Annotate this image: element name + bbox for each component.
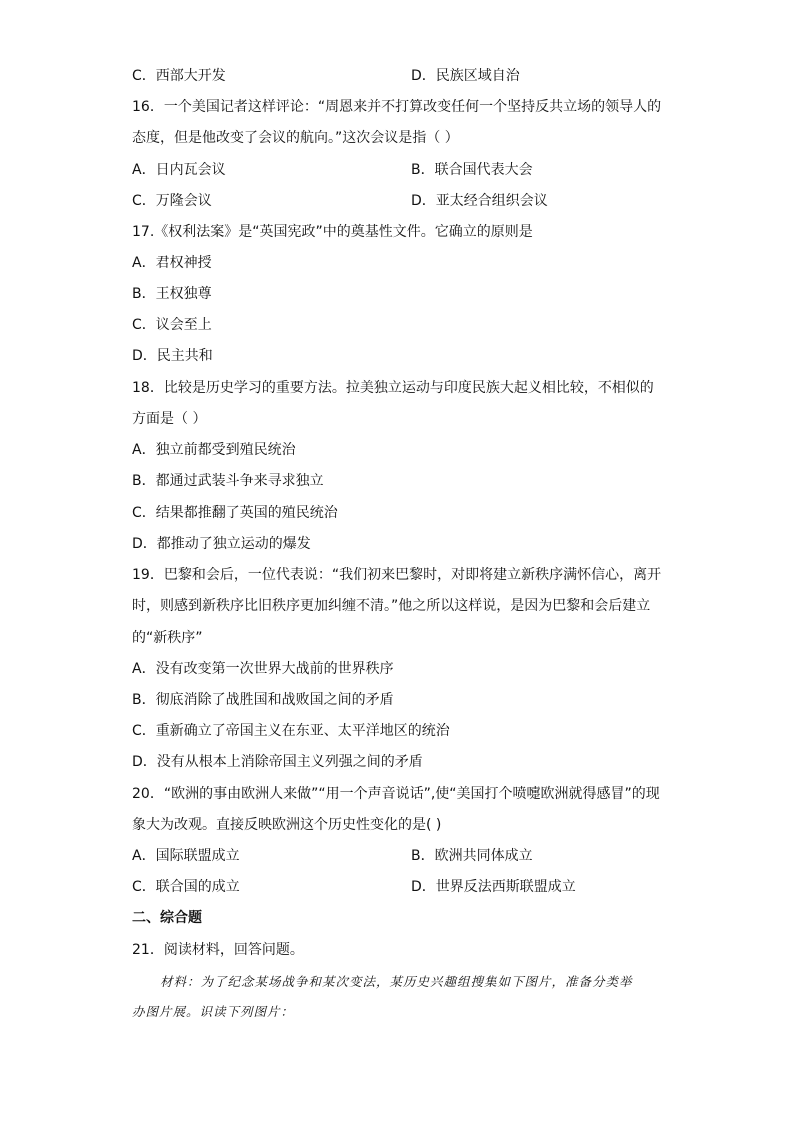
q20-option-b: B．欧洲共同体成立 bbox=[411, 848, 533, 864]
q18-option-d: D．都推动了独立运动的爆发 bbox=[132, 536, 311, 552]
q17-option-a: A．君权神授 bbox=[132, 255, 212, 271]
q19-stem-line3: 的“新秩序” bbox=[132, 630, 203, 646]
q18-option-b: B．都通过武装斗争来寻求独立 bbox=[132, 473, 324, 489]
q15-option-d: D．民族区域自治 bbox=[411, 68, 520, 84]
q17-option-b: B．王权独尊 bbox=[132, 286, 212, 302]
q19-option-c: C．重新确立了帝国主义在东亚、太平洋地区的统治 bbox=[132, 723, 450, 739]
q21-material-line2: 办图片展。识读下列图片： bbox=[132, 1004, 295, 1019]
q16-option-a: A．日内瓦会议 bbox=[132, 162, 226, 178]
q16-option-c: C．万隆会议 bbox=[132, 193, 212, 209]
q19-stem-line1: 19．巴黎和会后，一位代表说：“我们初来巴黎时，对即将建立新秩序满怀信心，离开 bbox=[132, 567, 662, 583]
q19-option-b: B．彻底消除了战胜国和战败国之间的矛盾 bbox=[132, 692, 394, 708]
q20-option-d: D．世界反法西斯联盟成立 bbox=[411, 879, 576, 895]
q15-option-c: C．西部大开发 bbox=[132, 68, 226, 84]
q18-stem-line1: 18．比较是历史学习的重要方法。拉美独立运动与印度民族大起义相比较，不相似的 bbox=[132, 380, 654, 396]
q20-option-c: C．联合国的成立 bbox=[132, 879, 240, 895]
q19-option-a: A．没有改变第一次世界大战前的世界秩序 bbox=[132, 661, 394, 677]
q18-option-a: A．独立前都受到殖民统治 bbox=[132, 442, 296, 458]
section-heading: 二、综合题 bbox=[132, 910, 202, 926]
q20-option-a: A．国际联盟成立 bbox=[132, 848, 240, 864]
q21-stem: 21．阅读材料，回答问题。 bbox=[132, 942, 304, 958]
q19-option-d: D．没有从根本上消除帝国主义列强之间的矛盾 bbox=[132, 754, 423, 770]
q19-stem-line2: 时，则感到新秩序比旧秩序更加纠缠不清。”他之所以这样说，是因为巴黎和会后建立 bbox=[132, 598, 651, 614]
q17-option-c: C．议会至上 bbox=[132, 317, 212, 333]
q16-option-b: B．联合国代表大会 bbox=[411, 162, 533, 178]
q16-stem-line2: 态度，但是他改变了会议的航向。”这次会议是指（ ） bbox=[132, 130, 459, 146]
q16-option-d: D．亚太经合组织会议 bbox=[411, 193, 548, 209]
q20-stem-line1: 20．“欧洲的事由欧洲人来做”“用一个声音说话”,使“美国打个喷嚏欧洲就得感冒”的现 bbox=[132, 786, 660, 802]
q18-option-c: C．结果都推翻了英国的殖民统治 bbox=[132, 505, 338, 521]
q16-stem-line1: 16．一个美国记者这样评论：“周恩来并不打算改变任何一个坚持反共立场的领导人的 bbox=[132, 99, 662, 115]
q17-option-d: D．民主共和 bbox=[132, 348, 213, 364]
q17-stem: 17.《权利法案》是“英国宪政”中的奠基性文件。它确立的原则是 bbox=[132, 224, 533, 240]
q20-stem-line2: 象大为改观。直接反映欧洲这个历史性变化的是( ) bbox=[132, 817, 442, 833]
q18-stem-line2: 方面是（ ） bbox=[132, 411, 207, 427]
q21-material-line1: 材料：为了纪念某场战争和某次变法，某历史兴趣组搜集如下图片，准备分类举 bbox=[160, 974, 633, 989]
